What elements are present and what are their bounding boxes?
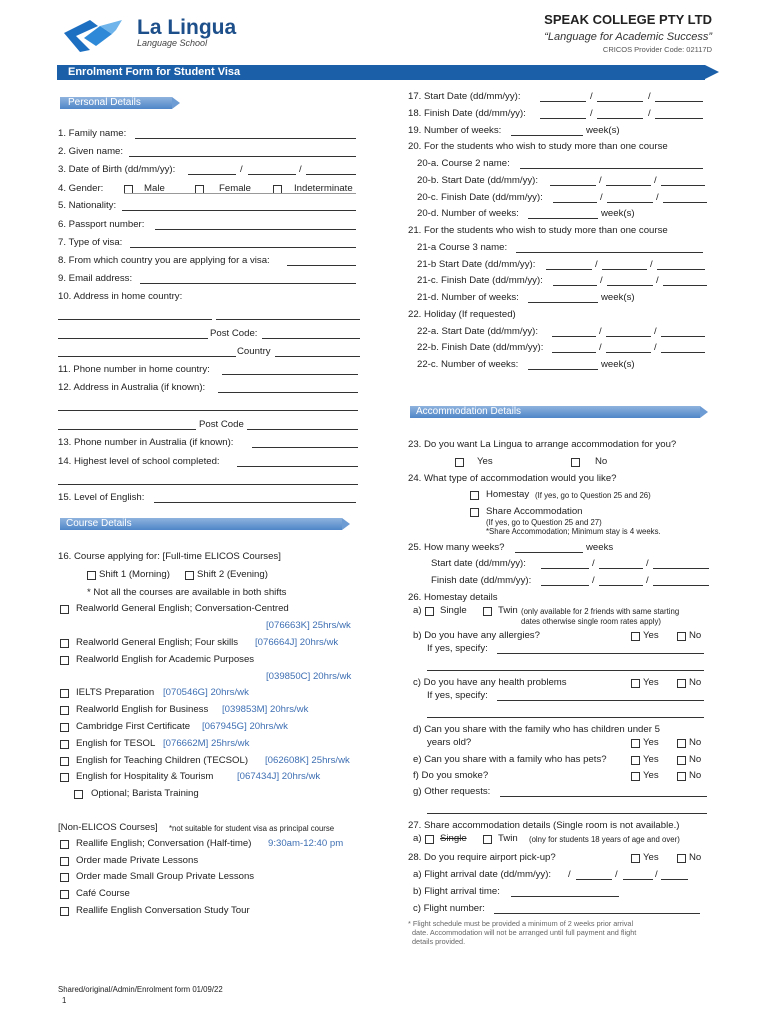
logo-subtitle: Language School [137,38,208,48]
allergies-specify-label: If yes, specify: [427,643,488,654]
health-specify-label: If yes, specify: [427,690,488,701]
barista-checkbox[interactable] [74,790,83,799]
course2-start-month[interactable] [606,185,651,186]
course-c3-label: Realworld English for Academic Purposes [76,654,255,665]
course2-finish-day[interactable] [553,202,597,203]
accom-no-checkbox[interactable] [571,458,580,467]
accom-weeks-field[interactable] [515,552,583,553]
accom-start-year[interactable] [653,568,709,569]
non-n5-label: Reallife English Conversation Study Tour [76,905,250,916]
course2-weeks-field[interactable] [528,218,598,219]
homestay-note: (If yes, go to Question 25 and 26) [535,491,651,500]
nationality-field[interactable] [122,210,356,211]
course-c2-code: [076664J] 20hrs/wk [255,637,339,648]
given-name-label: 2. Given name: [58,146,124,157]
course-c9-code: [067434J] 20hrs/wk [237,771,321,782]
course-c7-code: [076662M] 25hrs/wk [163,738,250,749]
non-n3-checkbox[interactable] [60,873,69,882]
course3-weeks-field[interactable] [528,302,598,303]
course-c6-code: [067945G] 20hrs/wk [202,721,288,732]
logo-name: La Lingua [137,16,237,39]
school-level-line2[interactable] [58,484,358,485]
course3-start-year[interactable] [657,269,705,270]
visa-country-label: 8. From which country you are applying for a visa: [58,255,270,266]
school-level-field[interactable] [237,466,358,467]
gender-indeterminate-label: Indeterminate [294,183,353,194]
personal-section-title: Personal Details [68,97,141,108]
finish-date-label: 18. Finish Date (dd/mm/yy): [408,108,526,119]
non-n1-label: Reallife English; Conversation (Half-time) [76,838,252,849]
pets-no-label: No [689,754,702,765]
pickup-yes-checkbox[interactable] [631,854,640,863]
home-address-line2[interactable] [58,338,208,339]
course-c1-label: Realworld General English; Conversation-Centred [76,603,289,614]
other-requests-field[interactable] [500,796,707,797]
children-yes-checkbox[interactable] [631,739,640,748]
course-c5-label: Realworld English for Business [76,704,209,715]
non-n1-checkbox[interactable] [60,840,69,849]
homestay-label: Homestay [486,489,530,500]
home-address-line1b[interactable] [216,319,360,320]
flight-year-field[interactable] [661,879,688,880]
q28-label: 28. Do you require airport pick-up? [408,852,556,863]
weeks-label: 19. Number of weeks: [408,125,502,136]
home-address-line3[interactable] [58,356,236,357]
english-level-label: 15. Level of English: [58,492,145,503]
q25-label: 25. How many weeks? [408,542,505,553]
flight-month-field[interactable] [623,879,653,880]
shift2-checkbox[interactable] [185,571,194,580]
course2-finish-year[interactable] [663,202,707,203]
holiday-start-month[interactable] [606,336,651,337]
course2-finish-month[interactable] [607,202,653,203]
course3-name-label: 21-a Course 3 name: [417,242,508,253]
course-c9-label: English for Hospitality & Tourism [76,771,214,782]
course2-start-year[interactable] [661,185,705,186]
non-n3-label: Order made Small Group Private Lessons [76,871,255,882]
holiday-weeks-label: 22-c. Number of weeks: [417,359,519,370]
home-phone-label: 11. Phone number in home country: [58,364,210,375]
room-twin-note2: dates otherwise single room rates apply) [521,617,661,626]
barista-label: Optional; Barista Training [91,788,199,799]
accom-start-label: Start date (dd/mm/yy): [431,558,526,569]
pets-label: e) Can you share with a family who has pets? [413,754,607,765]
non-elicos-title: [Non-ELICOS Courses] [58,822,158,833]
course3-weeks-unit: week(s) [601,292,635,303]
room-single-label: Single [440,605,467,616]
home-address-label: 10. Address in home country: [58,291,183,302]
course-section-arrow [342,518,350,530]
flight-note-1: * Flight schedule must be provided a minimum of 2 weeks prior arrival [408,919,634,928]
course-c3-checkbox[interactable] [60,656,69,665]
course-c4-checkbox[interactable] [60,689,69,698]
course3-finish-label: 21-c. Finish Date (dd/mm/yy): [417,275,543,286]
weeks-field[interactable] [511,135,583,136]
aus-address-field[interactable] [218,392,358,393]
finish-day-field[interactable] [540,118,586,119]
smoke-yes-checkbox[interactable] [631,772,640,781]
q27-label: 27. Share accommodation details (Single room is not available.) [408,820,680,831]
course2-weeks-unit: week(s) [601,208,635,219]
allergies-specify-field[interactable] [497,653,704,654]
accommodation-section-title: Accommodation Details [416,406,522,417]
room-twin-checkbox[interactable] [483,607,492,616]
health-yes-checkbox[interactable] [631,679,640,688]
smoke-yes-label: Yes [643,770,659,781]
allergies-no-label: No [689,630,702,641]
children-label2: years old? [427,737,472,748]
course-c8-code: [062608K] 25hrs/wk [265,755,350,766]
accom-finish-year[interactable] [653,585,709,586]
start-year-field[interactable] [655,101,703,102]
health-yes-label: Yes [643,677,659,688]
home-country-label: Country [237,346,271,357]
start-day-field[interactable] [540,101,586,102]
health-specify-field[interactable] [497,700,704,701]
accom-yes-label: Yes [477,456,493,467]
room-twin-note: (only available for 2 friends with same starting [521,607,680,616]
pets-yes-checkbox[interactable] [631,756,640,765]
home-address-line1[interactable] [58,319,212,320]
non-n2-label: Order made Private Lessons [76,855,199,866]
home-phone-field[interactable] [222,374,358,375]
share-a-label: a) [413,833,422,844]
non-elicos-note: *not suitable for student visa as principal course [169,824,335,833]
course3-start-day[interactable] [546,269,592,270]
accom-no-label: No [595,456,608,467]
allergies-yes-label: Yes [643,630,659,641]
given-name-field[interactable] [129,156,356,157]
visa-type-label: 7. Type of visa: [58,237,123,248]
children-yes-label: Yes [643,737,659,748]
finish-month-field[interactable] [597,118,643,119]
non-n2-checkbox[interactable] [60,857,69,866]
holiday-start-year[interactable] [661,336,705,337]
footer-file-path: Shared/original/Admin/Enrolment form 01/09/22 [58,985,223,994]
pets-yes-label: Yes [643,754,659,765]
dob-day-field[interactable] [188,174,236,175]
share-twin-checkbox[interactable] [483,835,492,844]
course2-name-field[interactable] [520,168,703,169]
share-note2: *Share Accommodation; Minimum stay is 4 weeks. [486,527,661,536]
passport-field[interactable] [155,229,356,230]
course-section-title: Course Details [66,518,132,529]
accom-weeks-unit: weeks [586,542,614,553]
course3-finish-month[interactable] [607,285,653,286]
flight-day-field[interactable] [576,879,612,880]
school-level-label: 14. Highest level of school completed: [58,456,220,467]
flight-time-label: b) Flight arrival time: [413,886,500,897]
children-label1: d) Can you share with the family who has children under 5 [413,724,660,735]
course-c3-code: [039850C] 20hrs/wk [266,671,352,682]
allergies-yes-checkbox[interactable] [631,632,640,641]
health-no-checkbox[interactable] [677,679,686,688]
aus-address-line2[interactable] [58,410,358,411]
q26-label: 26. Homestay details [408,592,498,603]
cricos-code: CRICOS Provider Code: 02117D [602,45,712,54]
home-postcode-field[interactable] [262,338,360,339]
dob-month-field[interactable] [248,174,296,175]
holiday-finish-month[interactable] [606,352,651,353]
gender-female-label: Female [219,183,251,194]
course-c5-checkbox[interactable] [60,706,69,715]
course3-start-month[interactable] [602,269,647,270]
flight-time-field[interactable] [511,896,619,897]
shift1-label: Shift 1 (Morning) [99,569,170,580]
health-label: c) Do you have any health problems [413,677,567,688]
health-no-label: No [689,677,702,688]
course3-start-label: 21-b Start Date (dd/mm/yy): [417,259,536,270]
course3-name-field[interactable] [516,252,703,253]
course-c2-label: Realworld General English; Four skills [76,637,239,648]
dob-label: 3. Date of Birth (dd/mm/yy): [58,164,176,175]
dob-year-field[interactable] [306,174,356,175]
holiday-start-label: 22-a. Start Date (dd/mm/yy): [417,326,539,337]
accom-finish-month[interactable] [599,585,643,586]
non-n1-time: 9:30am-12:40 pm [268,838,344,849]
share-age-note: (olny for students 18 years of age and over) [529,835,680,844]
family-name-label: 1. Family name: [58,128,127,139]
room-twin-label: Twin [498,605,518,616]
holiday-weeks-unit: week(s) [601,359,635,370]
holiday-weeks-field[interactable] [528,369,598,370]
homestay-checkbox[interactable] [470,491,479,500]
personal-section-arrow [172,97,180,109]
email-field[interactable] [140,283,356,284]
start-month-field[interactable] [597,101,643,102]
course-c6-label: Cambridge First Certificate [76,721,191,732]
non-n4-label: Café Course [76,888,130,899]
q22-label: 22. Holiday (If requested) [408,309,516,320]
children-no-label: No [689,737,702,748]
footer-page-number: 1 [62,996,67,1005]
form-title: Enrolment Form for Student Visa [68,66,241,78]
english-level-field[interactable] [154,502,356,503]
other-requests-label: g) Other requests: [413,786,491,797]
course-c8-label: English for Teaching Children (TECSOL) [76,755,249,766]
nationality-label: 5. Nationality: [58,200,117,211]
smoke-no-label: No [689,770,702,781]
form-title-arrow [705,65,719,79]
flight-date-label: a) Flight arrival date (dd/mm/yy): [413,869,552,880]
start-date-label: 17. Start Date (dd/mm/yy): [408,91,521,102]
q21-label: 21. For the students who wish to study more than one course [408,225,668,236]
flight-note-2: date. Accommodation will not be arranged until full payment and flight [412,928,637,937]
course-c7-label: English for TESOL [76,738,156,749]
aus-postcode-field[interactable] [247,429,358,430]
allergies-no-checkbox[interactable] [677,632,686,641]
aus-phone-label: 13. Phone number in Australia (if known): [58,437,234,448]
accommodation-section-arrow [700,406,708,418]
aus-address-line3[interactable] [58,429,196,430]
course-c6-checkbox[interactable] [60,723,69,732]
gender-male-label: Male [144,183,165,194]
non-n4-checkbox[interactable] [60,890,69,899]
visa-type-field[interactable] [130,247,356,248]
share-single-checkbox[interactable] [425,835,434,844]
shift1-checkbox[interactable] [87,571,96,580]
course-c8-checkbox[interactable] [60,757,69,766]
allergies-specify-line2[interactable] [427,670,704,671]
course-c1-checkbox[interactable] [60,605,69,614]
accom-yes-checkbox[interactable] [455,458,464,467]
course3-finish-day[interactable] [553,285,597,286]
aus-address-label: 12. Address in Australia (if known): [58,382,206,393]
pickup-no-checkbox[interactable] [677,854,686,863]
accom-finish-day[interactable] [541,585,589,586]
course-c4-label: IELTS Preparation [76,687,155,698]
holiday-finish-label: 22-b. Finish Date (dd/mm/yy): [417,342,544,353]
holiday-start-day[interactable] [552,336,596,337]
aus-postcode-label: Post Code [199,419,244,430]
gender-underline [124,193,356,194]
course-c4-code: [070546G] 20hrs/wk [163,687,249,698]
share-twin-label: Twin [498,833,518,844]
room-a-label: a) [413,605,422,616]
course-c5-code: [039853M] 20hrs/wk [222,704,309,715]
accom-start-day[interactable] [541,568,589,569]
pickup-no-label: No [689,852,702,863]
course-applying-label: 16. Course applying for: [Full-time ELICOS Courses] [58,551,281,562]
smoke-no-checkbox[interactable] [677,772,686,781]
logo [62,12,132,57]
college-name: SPEAK COLLEGE PTY LTD [544,12,712,27]
health-specify-line2[interactable] [427,717,704,718]
accom-finish-label: Finish date (dd/mm/yy): [431,575,532,586]
pets-no-checkbox[interactable] [677,756,686,765]
room-single-checkbox[interactable] [425,607,434,616]
home-country-field[interactable] [275,356,360,357]
course2-weeks-label: 20-d. Number of weeks: [417,208,519,219]
course2-finish-label: 20-c. Finish Date (dd/mm/yy): [417,192,543,203]
course2-start-label: 20-b. Start Date (dd/mm/yy): [417,175,539,186]
course-c9-checkbox[interactable] [60,773,69,782]
course2-start-day[interactable] [550,185,596,186]
q23-label: 23. Do you want La Lingua to arrange accommodation for you? [408,439,677,450]
flight-number-field[interactable] [494,913,700,914]
other-requests-line2[interactable] [427,813,707,814]
shift2-label: Shift 2 (Evening) [197,569,268,580]
holiday-finish-day[interactable] [552,352,596,353]
accom-start-month[interactable] [599,568,643,569]
course2-name-label: 20-a. Course 2 name: [417,158,510,169]
share-checkbox[interactable] [470,508,479,517]
course3-weeks-label: 21-d. Number of weeks: [417,292,519,303]
flight-note-3: details provided. [412,937,466,946]
non-n5-checkbox[interactable] [60,907,69,916]
share-label: Share Accommodation [486,506,583,517]
aus-phone-field[interactable] [252,447,358,448]
finish-year-field[interactable] [655,118,703,119]
share-note1: (If yes, go to Question 25 and 27) [486,518,602,527]
flight-number-label: c) Flight number: [413,903,485,914]
share-single-label: Single [440,833,467,844]
course-c2-checkbox[interactable] [60,639,69,648]
email-label: 9. Email address: [58,273,133,284]
holiday-finish-year[interactable] [661,352,705,353]
q20-label: 20. For the students who wish to study more than one course [408,141,668,152]
family-name-field[interactable] [135,138,356,139]
course-c7-checkbox[interactable] [60,740,69,749]
college-tagline: “Language for Academic Success” [544,31,712,43]
visa-country-field[interactable] [287,265,356,266]
gender-label: 4. Gender: [58,183,104,194]
q24-label: 24. What type of accommodation would you like? [408,473,617,484]
course3-finish-year[interactable] [663,285,707,286]
shift-note: * Not all the courses are available in both shifts [87,587,287,598]
weeks-unit: week(s) [586,125,620,136]
smoke-label: f) Do you smoke? [413,770,489,781]
logo-icon [62,12,132,54]
children-no-checkbox[interactable] [677,739,686,748]
passport-label: 6. Passport number: [58,219,145,230]
allergies-label: b) Do you have any allergies? [413,630,540,641]
pickup-yes-label: Yes [643,852,659,863]
course-c1-code: [076663K] 25hrs/wk [266,620,351,631]
home-postcode-label: Post Code: [210,328,258,339]
